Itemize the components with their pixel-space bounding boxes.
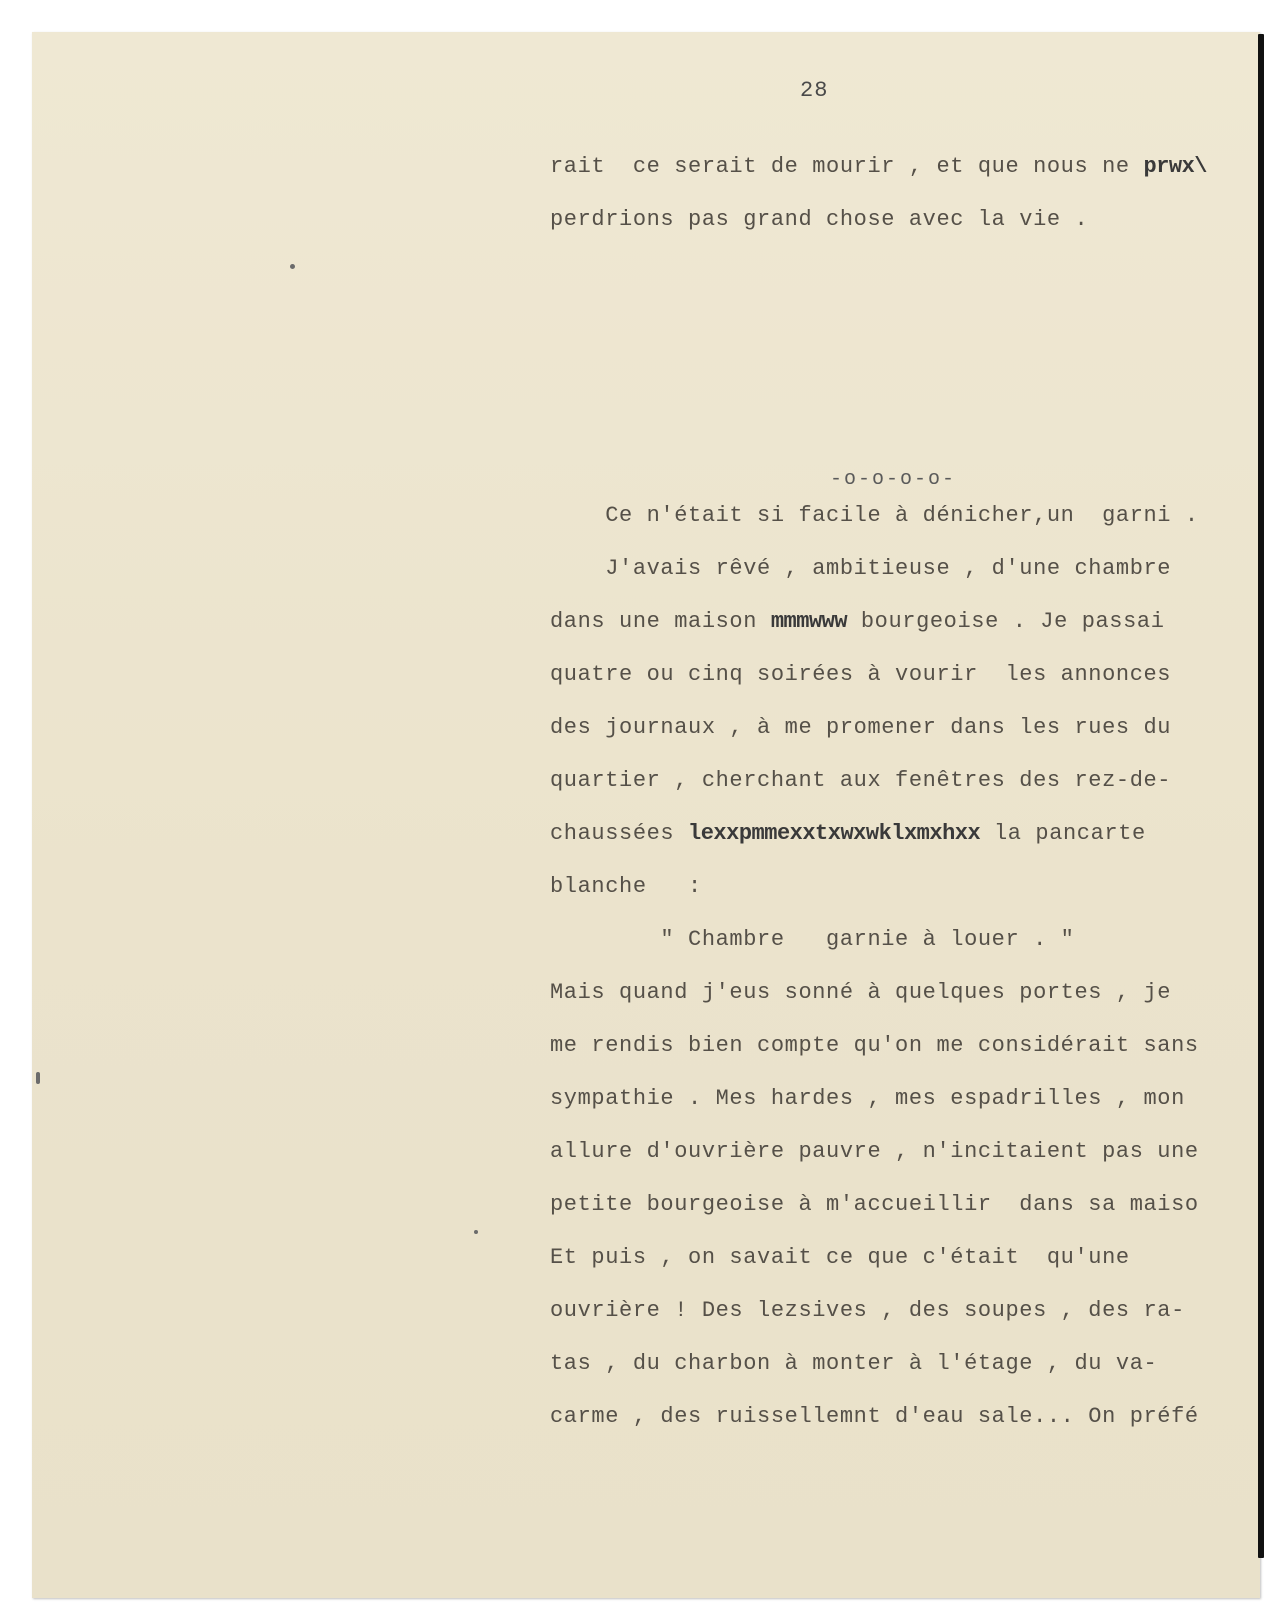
text-segment: petite bourgeoise à m'accueillir dans sa maiso <box>550 1192 1199 1217</box>
text-segment: perdrions pas grand chose avec la vie . <box>550 207 1089 232</box>
text-segment: carme , des ruissellemnt d'eau sale... On préfé <box>550 1404 1199 1429</box>
text-line <box>550 980 1171 1006</box>
text-segment: dans une maison <box>550 609 771 634</box>
text-segment: tas , du charbon à monter à l'étage , du va- <box>550 1351 1158 1376</box>
text-segment: Et puis , on savait ce que c'était qu'une <box>550 1245 1130 1270</box>
text-line <box>550 503 1199 529</box>
text-line <box>550 207 1088 233</box>
text-segment: ouvrière ! Des lezsives , des soupes , des ra- <box>550 1298 1185 1323</box>
text-segment: quatre ou cinq soirées à vourir les annonces <box>550 662 1172 687</box>
text-segment: des journaux , à me promener dans les rues du <box>550 715 1172 740</box>
struck-out-text: lexxpmmexxtxwxwklxmxhxx <box>688 821 981 846</box>
text-line <box>550 874 702 900</box>
text-line <box>550 1139 1199 1165</box>
text-line <box>550 1086 1185 1112</box>
section-divider: -o-o-o-o- <box>830 468 957 491</box>
text-line <box>550 1033 1199 1059</box>
text-segment: rait ce serait de mourir , et que nous ne <box>550 154 1144 179</box>
text-line <box>550 1298 1185 1324</box>
text-segment: blanche : <box>550 874 702 899</box>
text-line <box>550 715 1171 741</box>
ink-speck <box>36 1072 40 1084</box>
text-segment: bourgeoise . Je passai <box>847 609 1165 634</box>
struck-out-text: mmmwww <box>770 609 848 634</box>
text-line <box>550 556 1171 582</box>
text-segment: " Chambre garnie à louer . " <box>550 927 1075 952</box>
text-line <box>550 768 1171 794</box>
text-line <box>550 154 1207 180</box>
text-line <box>550 1351 1157 1377</box>
text-line <box>550 1192 1199 1218</box>
text-line <box>550 1404 1199 1430</box>
text-segment: sympathie . Mes hardes , mes espadrilles , mon <box>550 1086 1185 1111</box>
text-segment: Ce n'était si facile à dénicher,un garni . <box>550 503 1199 528</box>
text-segment: quartier , cherchant aux fenêtres des rez-de- <box>550 768 1172 793</box>
text-segment: la pancarte <box>980 821 1146 846</box>
text-line <box>550 609 1165 635</box>
text-segment: J'avais rêvé , ambitieuse , d'une chambre <box>550 556 1172 581</box>
text-segment: chaussées <box>550 821 689 846</box>
text-segment: me rendis bien compte qu'on me considérait sans <box>550 1033 1199 1058</box>
text-line <box>550 662 1171 688</box>
typed-page <box>32 32 1260 1598</box>
text-line <box>550 821 1146 847</box>
struck-out-text: prwx\ <box>1143 154 1208 179</box>
text-segment: allure d'ouvrière pauvre , n'incitaient pas une <box>550 1139 1199 1164</box>
ink-speck <box>474 1230 478 1234</box>
text-line <box>550 1245 1130 1271</box>
page-number: 28 <box>800 78 829 103</box>
text-segment: Mais quand j'eus sonné à quelques portes , je <box>550 980 1172 1005</box>
text-line <box>550 927 1074 953</box>
ink-speck <box>290 264 295 269</box>
